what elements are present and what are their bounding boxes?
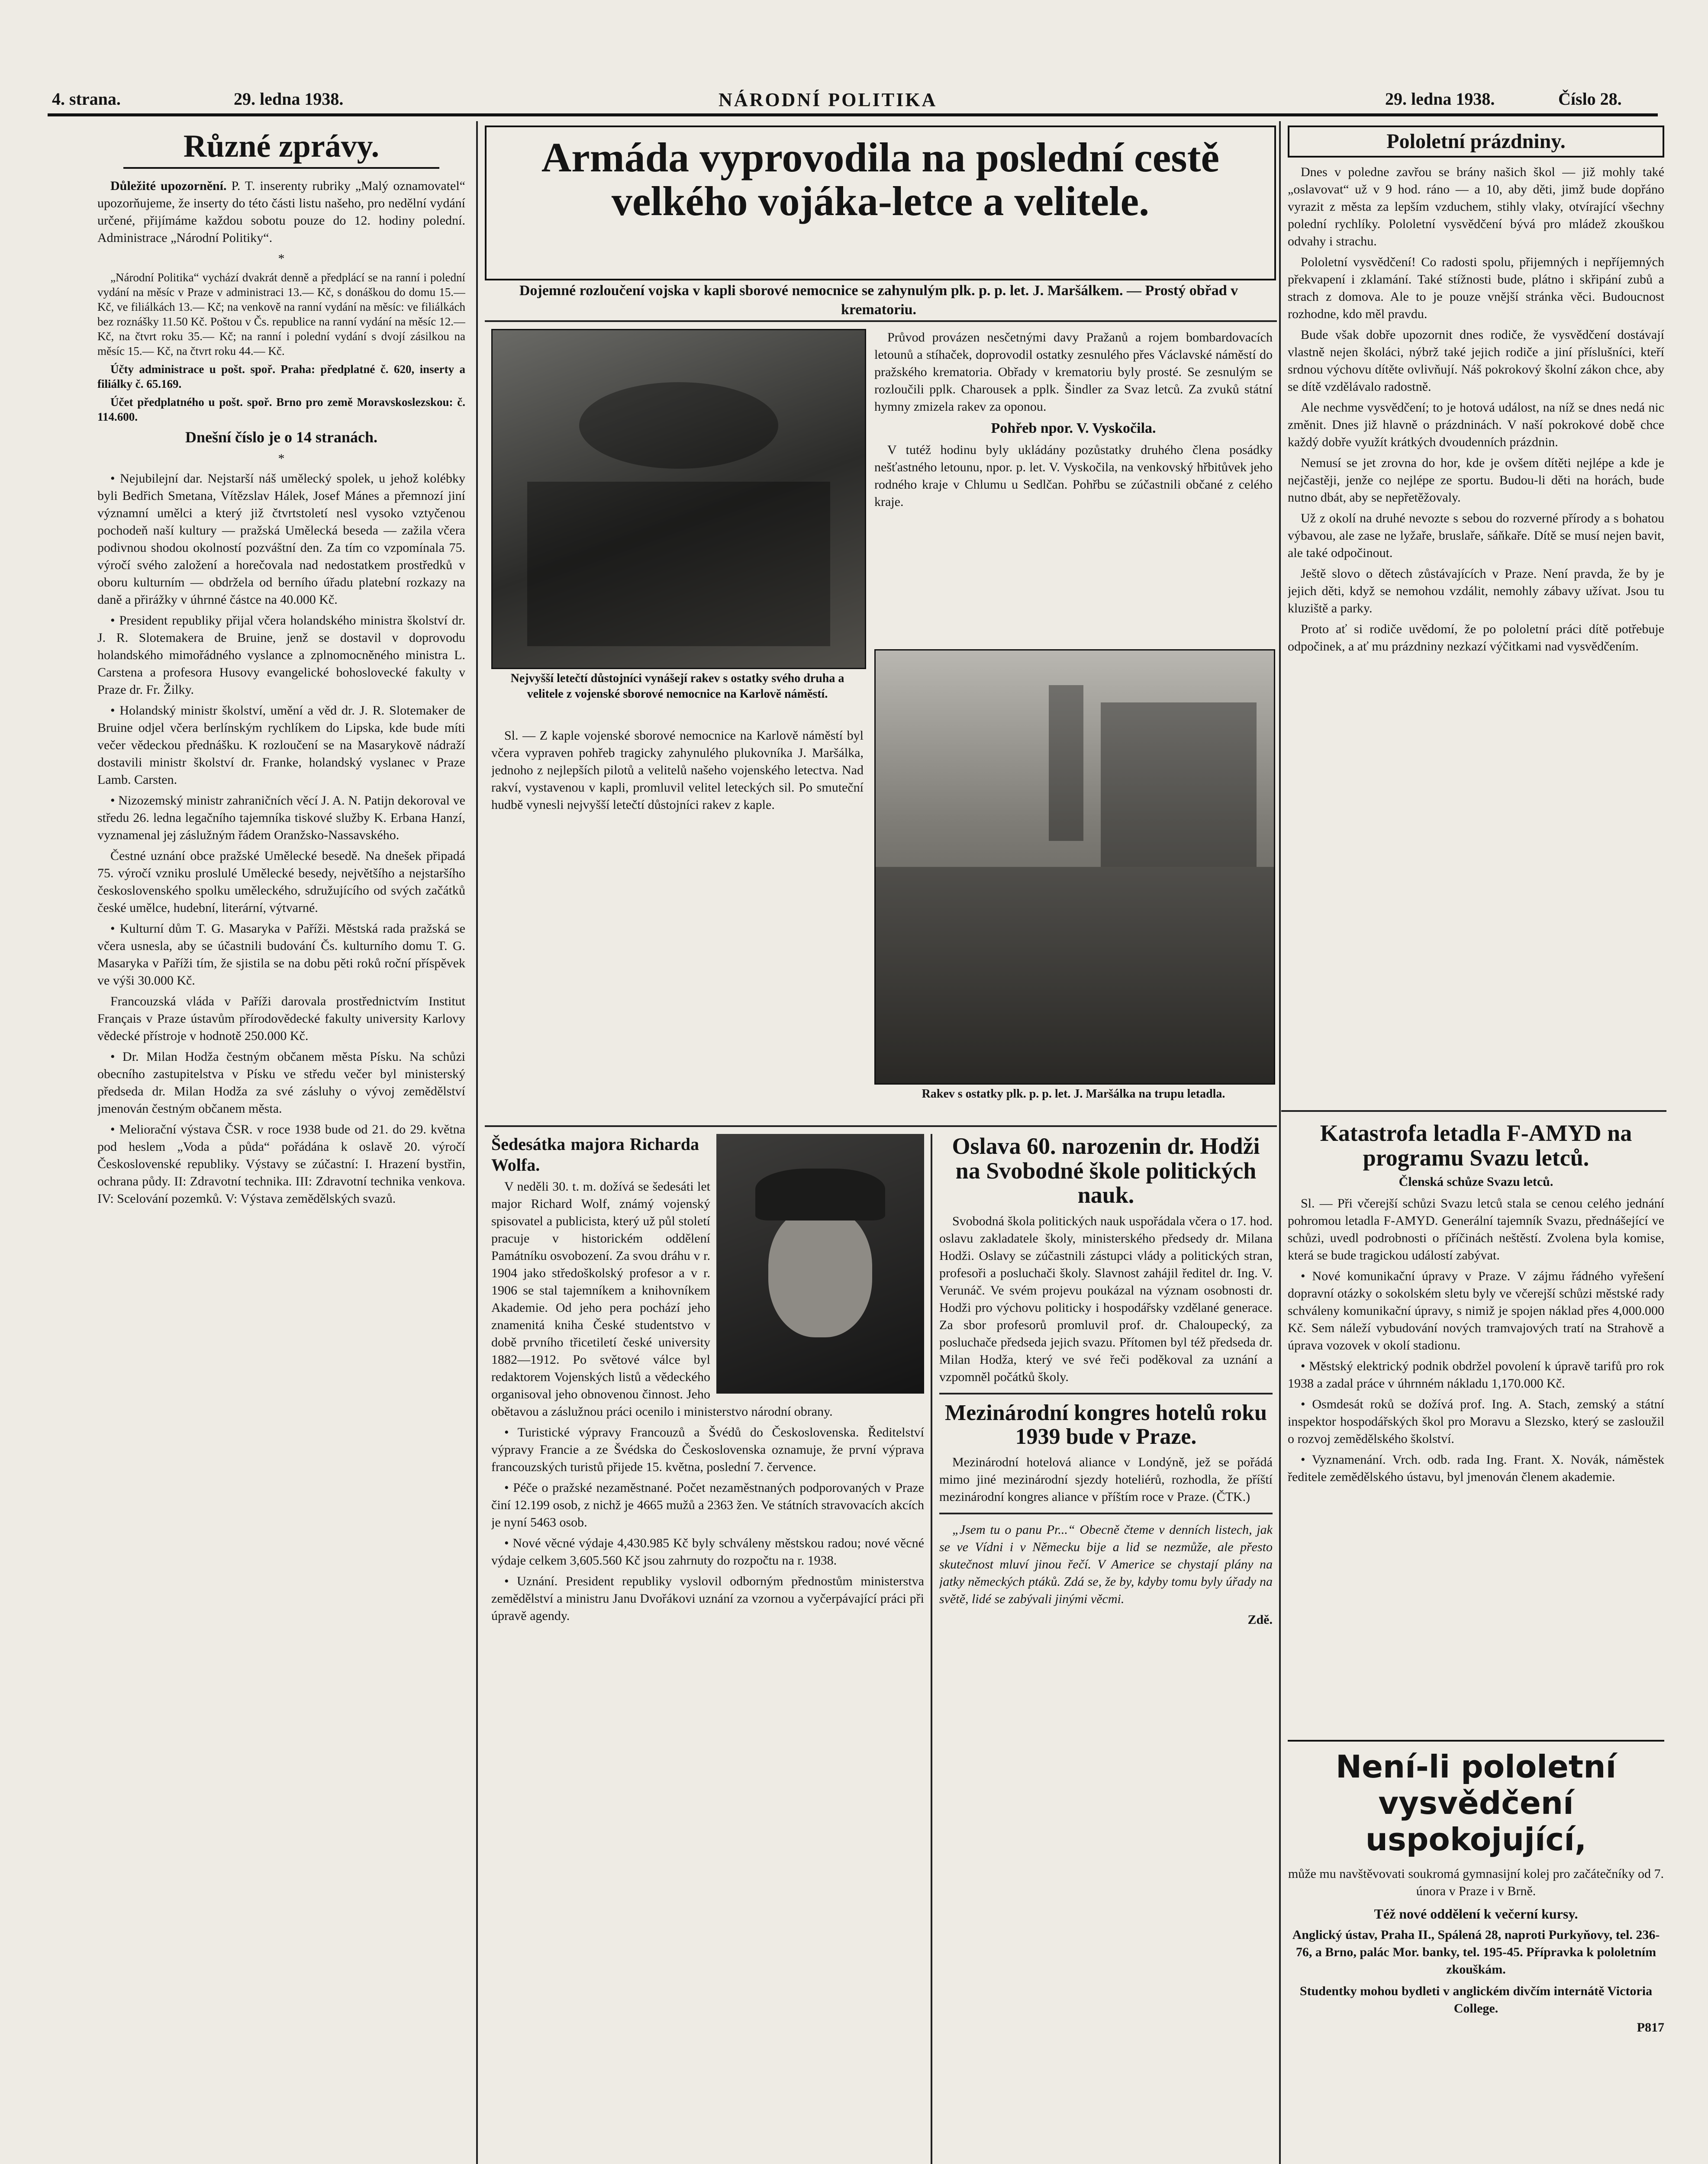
masthead: NÁRODNÍ POLITIKA (719, 89, 938, 110)
award-item: • Vyznamenání. Vrch. odb. rada Ing. Frant. X. Novák, náměstek ředitele zemědělského ústavu, byl jmenován členem akademie. (1288, 1452, 1664, 1485)
holidays-p7: Ještě slovo o dětech zůstávajících v Praze. Není pravda, že by je jejich děti, když se nemohou vzdálit, nemohly zábavy užívat. Jsou tu kluziště a parky. (1288, 567, 1664, 615)
holidays-p4: Ale nechme vysvědčení; to je hotová událost, na níž se dnes nedá nic změnit. Dnes již hlavně o prázdninách. V naší pokrokové době chce každý dobře využít krátkých dvoudenních prázdnin. (1288, 400, 1664, 449)
news-item-2: • President republiky přijal včera holandského ministra školství dr. J. R. Slotemakera de Bruine, jenž se dostavil v doprovodu holandského mimořádného vyslance a zplnomocněného ministra L. Carstena a profesora Husovy evangelické bohoslovecké fakulty v Praze dr. Fr. Žilky. (97, 613, 465, 697)
ad-headline: Není-li pololetní vysvědčení uspokojující, (1335, 1749, 1617, 1858)
main-headline: Armáda vyprovodila na poslední cestě velkého vojáka-letce a velitele. (541, 134, 1220, 224)
news-item-6: • Kulturní dům T. G. Masaryka v Paříži. Městská rada pražská se včera usnesla, aby se účastnili budování Čs. kulturního domu T. G. Masaryka v Paříži tím, že sjistila se na dobu pěti roků roční příspěvek ve výši 30.000 Kč. (97, 921, 465, 988)
wolf-item-2: • Turistické výpravy Francouzů a Švédů do Československa. Ředitelství výpravy Francie a ze Švédska do Československa oznamuje, že první výprava francouzských turistů přijede 15. května, poslední 7. července. (491, 1425, 924, 1474)
portrait-wolf (716, 1134, 924, 1394)
army-paragraph-3: V tutéž hodinu byly ukládány pozůstatky druhého člena posádky nešťastného letounu, npor. p. let. V. Vyskočila, na venkovský hřbitůvek jeho rodného kraje v Chlumu u Sedlčan. Pohřbu se zúčastnili občané z celého kraje. (874, 443, 1273, 509)
holidays-p8: Proto ať si rodiče uvědomí, že po pololetní práci dítě potřebuje odpočinek, a ať mu prázdniny nezkazí výčitkami nad vysvědčením. (1288, 622, 1664, 654)
main-subheadline: Dojemné rozloučení vojska v kapli sborové nemocnice se zahynulým plk. p. p. let. J. Maršálkem. — Prostý obřad v krematoriu. (519, 283, 1238, 318)
wolf-column (491, 1134, 924, 2164)
today-pages: Dnešní číslo je o 14 stranách. (185, 428, 377, 446)
page-header (52, 89, 1653, 115)
notice-lead: Důležité upozornění. (110, 179, 227, 193)
air-crash-headline: Katastrofa letadla F-AMYD na programu Svazu letců. (1320, 1121, 1632, 1171)
right-column-top (1288, 126, 1664, 1104)
wolf-item-4: • Nové věcné výdaje 4,430.985 Kč byly schváleny městskou radou; nové věcné výdaje celkem 3,605.560 Kč jsou zahrnuty do rozpočtu na r. 1938. (491, 1536, 924, 1568)
holidays-p3: Bude však dobře upozornit dnes rodiče, že vysvědčení dostávají vlastně nejen školáci, nýbrž také jejich rodiče a jiní příslušníci, kteří srdnou výchovu dítěte ovlivňují. Náš pokrokový školní zákon chce, aby se dítě vzdělávalo radostně. (1288, 328, 1664, 394)
header-rule (48, 113, 1658, 116)
section-title-ruzne-zpravy: Různé zprávy. (123, 126, 439, 169)
air-crash-subhead: Členská schůze Svazu letců. (1399, 1175, 1553, 1189)
ad-code: P817 (1637, 2020, 1664, 2035)
news-item-9: • Meliorační výstava ČSR. v roce 1938 bude od 21. do 29. května pod heslem „Voda a půda“ pořádána k oslavě 20. výročí Československé republiky. Výstavy se zúčastní: I. Hrazení bystřin, ochrana půdy. II: Zdravotní technika. III: Zdravotní technika venkova. IV: Scelování pozemků. V: Výstava zemědělských svazů. (97, 1122, 465, 1206)
reflection-text: „Jsem tu o panu Pr...“ Obecně čteme v denních listech, jak se ve Vídni i v Německu bije a lid se nezmůže, ale přesto skutečnost mluví jinou řečí. V Americe se chystají plány na jatky německých ptáků. Zdá se, že by, kdyby tomu byly úřady na světě, lidé se zabývali jinými věcmi. (939, 1523, 1273, 1607)
army-paragraph-2: Průvod provázen nesčetnými davy Pražanů a rojem bombardovacích letounů a stíhaček, doprovodil ostatky zesnulého přes Václavské náměstí do pražského krematoria. Obřady v krematoriu byly prosté. Se zesnulým se rozloučili pplk. Charousek a pplk. Šindler za Svaz letců. Za zvuků státní hymny zmizela rakev za oponou. (874, 330, 1273, 414)
column-rule-2 (1279, 121, 1281, 2164)
page-number: 4. strana. (52, 89, 121, 109)
notice-text: P. T. inserenty rubriky „Malý oznamovatel“ upozorňujeme, že inserty do této části listu našeho, pro nedělní vydání určené, přijímáme každou sobotu pouze do 12. hodiny polední. Administrace „Národní Politiky“. (97, 179, 465, 245)
ad-tail: Studentky mohou bydleti v anglickém divčím internátě Victoria College. (1299, 1984, 1653, 2016)
photo-coffin-plane (874, 649, 1275, 1085)
wolf-item-5: • Uznání. President republiky vyslovil odborným přednostům ministerstva zemědělství a ministru Janu Dvořákovi uznání za vzornou a vyčerpávající práci při úpravě agendy. (491, 1574, 924, 1623)
reflection-signature: Zdě. (1247, 1613, 1273, 1627)
header-date-left: 29. ledna 1938. (234, 89, 344, 109)
right-column-middle (1288, 1121, 1664, 1727)
holidays-headline: Pololetní prázdniny. (1288, 126, 1664, 158)
subscription-info: „Národní Politika“ vychází dvakrát denně a předplácí se na ranní i polední vydání na měsíc v Praze v administraci 13.— Kč, s donáškou do domu 15.— Kč, ve filiálkách 13.— Kč; na venkově na ranní vydání na měsíc: ve filiálkách bez roznášky 11.50 Kč. Poštou v Čs. republice na ranní vydání na měsíc 12.— Kč, na čtvrt roku 35.— Kč; na ranní i polední vydání s dvojí zásilkou na měsíc 15.— Kč, na čtvrt roku 44.— Kč. (97, 271, 465, 357)
photo-coffin-carried (491, 329, 866, 669)
left-column: Různé zprávy. Důležité upozornění. P. T. inserenty rubriky „Malý oznamovatel“ upozorňujeme, že inserty do této části listu našeho, pro nedělní vydání určené, přijímáme každou sobotu pouze do 12. hodiny polední. Administrace „Národní Politiky“. * „Národní Politika“ vychází dvakrát denně a předplácí se na ranní i polední vydání na měsíc v Praze v administraci 13.— Kč, s donáškou do domu 15.— Kč, ve filiálkách 13.— Kč; na venkově na ranní vydání na měsíc: ve filiálkách bez roznášky 11.50 Kč. Poštou v Čs. republice na ranní vydání na měsíc 12.— Kč, na čtvrt roku 35.— Kč; na ranní i polední vydání s dvojí zásilkou na měsíc 15.— Kč, na čtvrt roku 44.— Kč. Účty administrace u pošt. spoř. Praha: předplatné č. 620, inserty a filiálky č. 65.169. Účet předplatného u pošt. spoř. Brno pro země Moravskoslezskou: č. 114.600. Dnešní číslo je o 14 stranách. * • Nejubilejní dar. Nejstarší náš umělecký spolek, u jehož kolébky byli Bedřich Smetana, Vítězslav Hálek, Josef Mánes a přemnozí jiní významní umělci a který již čtvrtstoletí nesl vysoko vztyčenou pochodeň naší kultury — pražská Umělecká beseda — zažila včera podivnou shodou okolností pozváštní den. Za tím co vzpomínala 75. výročí svého založení a horečovala nad nedostatkem prostředků v oboru kulturním — obdržela od berního úřadu platební rozkazy na daně a přirážky v úhrnné částce na 40.000 Kč. • President republiky přijal včera holandského ministra školství dr. J. R. Slotemakera de Bruine, jenž se dostavil v doprovodu holandského mimořádného vyslance a zplnomocněného ministra L. Carstena a profesora Husovy evangelické bohoslovecké fakulty v Praze dr. Fr. Žilky. • Holandský ministr školství, umění a věd dr. J. R. Slotemaker de Bruine odjel včera berlínským rychlíkem do Lipska, kde bude míti večer vědeckou přednášku. K rozloučení se na Masarykově nádraží dostavili ministr školství dr. Franke, holandský vyslanec v Praze Lamb. Carsten. • Nizozemský ministr zahraničních věcí J. A. N. Patijn dekoroval ve středu 26. ledna legačního tajemníka tiskové služby K. Erbana Hanzí, vyznamenal jej záslužným řádem Oranžsko-Nassavského. Čestné uznání obce pražské Umělecké besedě. Na dnešek připadá 75. výročí vzniku proslulé Umělecké besedy, největšího a nejstaršího československého spolku uměleckého, sdružujícího od svých začátků české umělce, hudební, literární, výtvarné. • Kulturní dům T. G. Masaryka v Paříži. Městská rada pražská se včera usnesla, aby se účastnili budování Čs. kulturního domu T. G. Masaryka v Paříži tím, že sjistila se na dobu pěti roků roční příspěvek ve výši 30.000 Kč. Francouzská vláda v Paříži darovala prostřednictvím Institut Français v Praze ústavům přírodovědecké fakulty university Karlovy vědecké přístroje v hodnotě 250.000 Kč. • Dr. Milan Hodža čestným občanem města Písku. Na schůzi obecního zastupitelstva v Písku ve středu večer byl ministerský předseda dr. Milan Hodža za své zásluhy o vývoj zemědělství jmenován čestným občanem města. • Meliorační výstava ČSR. v roce 1938 bude od 21. do 29. května pod heslem „Voda a půda“ pořádána k oslavě 20. výročí Československé republiky. Výstavy se zúčastní: I. Hrazení bystřin, ochrana půdy. II: Zdravotní technika. III: Zdravotní technika venkova. IV: Scelování pozemků. V: Výstava zemědělských svazů. (97, 126, 465, 2164)
issue-number: Číslo 28. (1558, 89, 1622, 109)
holidays-p5: Nemusí se jet zrovna do hor, kde je ovšem dítěti nejlépe a kde je nejčastěji, jenže co nejlépe ze sportu. Budou-li děti na horách, bude nutno dbát, aby se nepřetěžovaly. (1288, 456, 1664, 505)
advertisement (1288, 1740, 1664, 2164)
news-item-4: • Nizozemský ministr zahraničních věcí J. A. N. Patijn dekoroval ve středu 26. ledna legačního tajemníka tiskové služby K. Erbana Hanzí, vyznamenal jej záslužným řádem Oranžsko-Nassavského. (97, 793, 465, 842)
news-item-1: • Nejubilejní dar. Nejstarší náš umělecký spolek, u jehož kolébky byli Bedřich Smetana, Vítězslav Hálek, Josef Mánes a přemnozí jiní významní umělci a který již čtvrtstoletí nesl vysoko vztyčenou pochodeň naší kultury — pražská Umělecká beseda — zažila včera podivnou shodou okolností pozváštní den. Za tím co vzpomínala 75. výročí svého založení a horečovala nad nedostatkem prostředků v oboru kulturním — obdržela od berního úřadu platební rozkazy na daně a přirážky v úhrnné částce na 40.000 Kč. (97, 471, 465, 607)
header-date-right: 29. ledna 1938. (1385, 89, 1495, 109)
congress-text: Mezinárodní hotelová aliance v Londýně, jež se pořádá mimo jiné mezinárodní sjezdy hoteliérů, rozhodla, že příští mezinárodní kongres aliance v příštím roce v Praze. (ČTK.) (939, 1455, 1273, 1504)
accounts-info-2: Účet předplatného u pošt. spoř. Brno pro země Moravskoslezskou: č. 114.600. (97, 396, 465, 423)
wolf-headline: Šedesátka majora Richarda Wolfa. (491, 1134, 699, 1175)
stach-item: • Osmdesát roků se dožívá prof. Ing. A. Stach, zemský a státní inspektor hospodářských škol pro Moravu a Slezsko, který se zasloužil o rozvoj zemědělského školství. (1288, 1397, 1664, 1446)
photo-caption-2: Rakev s ostatky plk. p. p. let. J. Maršálka na trupu letadla. (922, 1087, 1225, 1101)
news-item-5: Čestné uznání obce pražské Umělecké besedě. Na dnešek připadá 75. výročí vzniku proslulé Umělecké besedy, největšího a nejstaršího československého spolku uměleckého, sdružujícího od svých začátků české umělce, hudební, literární, výtvarné. (97, 849, 465, 915)
wolf-item-3: • Péče o pražské nezaměstnané. Počet nezaměstnaných podporovaných v Praze činí 12.199 osob, z nichž je 4665 mužů a 2363 žen. Ve státních stravovacích akcích je nyní 5463 osob. (491, 1481, 924, 1530)
wolf-text: V neděli 30. t. m. dožívá se šedesáti let major Richard Wolf, známý vojenský spisovatel a publicista, který už půl století pracuje v historickém oddělení Památníku osvobození. Za svou dráhu v r. 1904 jako středoškolský profesor a v r. 1906 se stal tajemníkem a knihovníkem Akademie. Od jeho pera pochází jeho znamenitá kniha České studentstvo v době prvního třicetiletí české university 1882—1912. Po světové válce byl redaktorem Vojenských listů a vědeckého organisoval jeho obnovenou činnost. Jeho obětavou a záslužnou práci ocenilo i ministerstvo národní obrany. (491, 1179, 833, 1419)
ad-subhead: Též nové oddělení k večerní kursy. (1374, 1906, 1578, 1922)
photo-caption-1: Nejvyšší letečtí důstojníci vynášejí rakev s ostatky svého druha a velitele z vojenské sborové nemocnice na Karlově náměstí. (510, 672, 844, 701)
accounts-info-1: Účty administrace u pošt. spoř. Praha: předplatné č. 620, inserty a filiálky č. 65.169. (97, 363, 465, 390)
main-headline-box (485, 126, 1276, 280)
funeral-subtitle: Pohřeb npor. V. Vyskočila. (991, 420, 1156, 436)
army-article-text (491, 727, 864, 1108)
holidays-p2: Pololetní vysvědčení! Co radosti spolu, přijemných i nepříjemných překvapení i zklamání. Také stížnosti bude, plátno i skřipání zubů a strach z domova. Ale to je pouze vnější stránka věci. Budoucnost rozhodne, kdo měl pravdu. (1288, 255, 1664, 321)
ad-text: může mu navštěvovati soukromá gymnasijní kolej pro začátečníky od 7. února v Praze i v Brně. (1288, 1867, 1664, 1898)
news-item-3: • Holandský ministr školství, umění a věd dr. J. R. Slotemaker de Bruine odjel včera berlínským rychlíkem do Lipska, kde bude míti večer vědeckou přednášku. K rozloučení se na Masarykově nádraží dostavili ministr školství dr. Franke, holandský vyslanec v Praze Lamb. Carsten. (97, 703, 465, 787)
hodza-headline: Oslava 60. narozenin dr. Hodži na Svobodné škole politických nauk. (952, 1134, 1260, 1208)
army-article-right (874, 329, 1273, 641)
column-rule-1 (476, 121, 478, 2164)
news-item-8: • Dr. Milan Hodža čestným občanem města Písku. Na schůzi obecního zastupitelstva v Písku ve středu večer byl ministerský předseda dr. Milan Hodža za své zásluhy o vývoj zemědělství jmenován čestným občanem města. (97, 1050, 465, 1116)
ad-address: Anglický ústav, Praha II., Spálená 28, naproti Purkyňovy, tel. 236-76, a Brno, palác Mor. banky, tel. 195-45. Přípravka k pololetním zkouškám. (1292, 1928, 1660, 1977)
electric-item: • Městský elektrický podnik obdržel povolení k úpravě tarifů pro rok 1938 a zadal práce v úhrnném nákladu 1,170.000 Kč. (1288, 1359, 1664, 1391)
holidays-p6: Už z okolí na druhé nevozte s sebou do rozverné přírody a s bohatou výbavou, ale zase ne lyžaře, bruslaře, sáňkaře. Dítě se musí nejen bavit, ale také odpočinout. (1288, 511, 1664, 560)
army-paragraph-1: Sl. — Z kaple vojenské sborové nemocnice na Karlově náměstí byl včera vypraven pohřeb tragicky zahynulého plukovníka J. Maršálka, jednoho z nejlepších pilotů a velitelů našeho vojenského letectva. Nad rakví, vystavenou v kapli, promluvil velitel leteckých sil. Po smuteční hudbě vynesli nejvyšší letečtí důstojníci rakev z kaple. (491, 728, 864, 812)
air-crash-text: Sl. — Při včerejší schůzi Svazu letců stala se cenou celého jednání pohromou letadla F-AMYD. Generální tajemník Svazu, přednášející ve schůzi, uvedl podrobnosti o příčinách neštěstí. Zvolena byla komise, která se bude tragickou událostí zabývat. (1288, 1196, 1664, 1263)
traffic-item: • Nové komunikační úpravy v Praze. V zájmu řádného vyřešení dopravní otázky o sokolském sletu byly ve včerejší schůzi městské rady schváleny komunikační úpravy, s nimiž je spojen náklad přes 4,000.000 Kč. Sem náleží vybudování nových tramvajových tratí na Strahově a úprava vozovek v okolí stadionu. (1288, 1269, 1664, 1353)
hodza-column (939, 1134, 1273, 2164)
holidays-p1: Dnes v poledne zavřou se brány našich škol — již mohly také „oslavovat“ už v 9 hod. ráno — a 10, aby děti, jimž bude dopřáno vyrazit z města za lepším vzduchem, stihly vlaky, otvírající všechny polední rychlíky. Pololetní vysvědčení bývá pro mládež zkouškou odvahy i strachu. (1288, 165, 1664, 248)
news-item-7: Francouzská vláda v Paříži darovala prostřednictvím Institut Français v Praze ústavům přírodovědecké fakulty university Karlovy vědecké přístroje v hodnotě 250.000 Kč. (97, 994, 465, 1043)
hodza-text: Svobodná škola politických nauk uspořádala včera o 17. hod. oslavu zakladatele školy, ministerského předsedy dr. Milana Hodži. Oslavy se zúčastnili zástupci vlády a politických stran, profesoři a posluchači školy. Slavnost zahájil ředitel dr. Ing. V. Verunáč. Ve svém projevu poukázal na význam osobnosti dr. Hodži pro výchovu politicky i hospodářsky vzdělané generace. Za sbor profesorů promluvil prof. dr. Chaloupecký, za posluchače předseda jejich svazu. Přítomen byl též předseda dr. Milan Hodža, který ve své řeči poděkoval za uznání a vzpomněl počátků školy. (939, 1214, 1273, 1385)
congress-headline: Mezinárodní kongres hotelů roku 1939 bude v Praze. (945, 1401, 1267, 1449)
